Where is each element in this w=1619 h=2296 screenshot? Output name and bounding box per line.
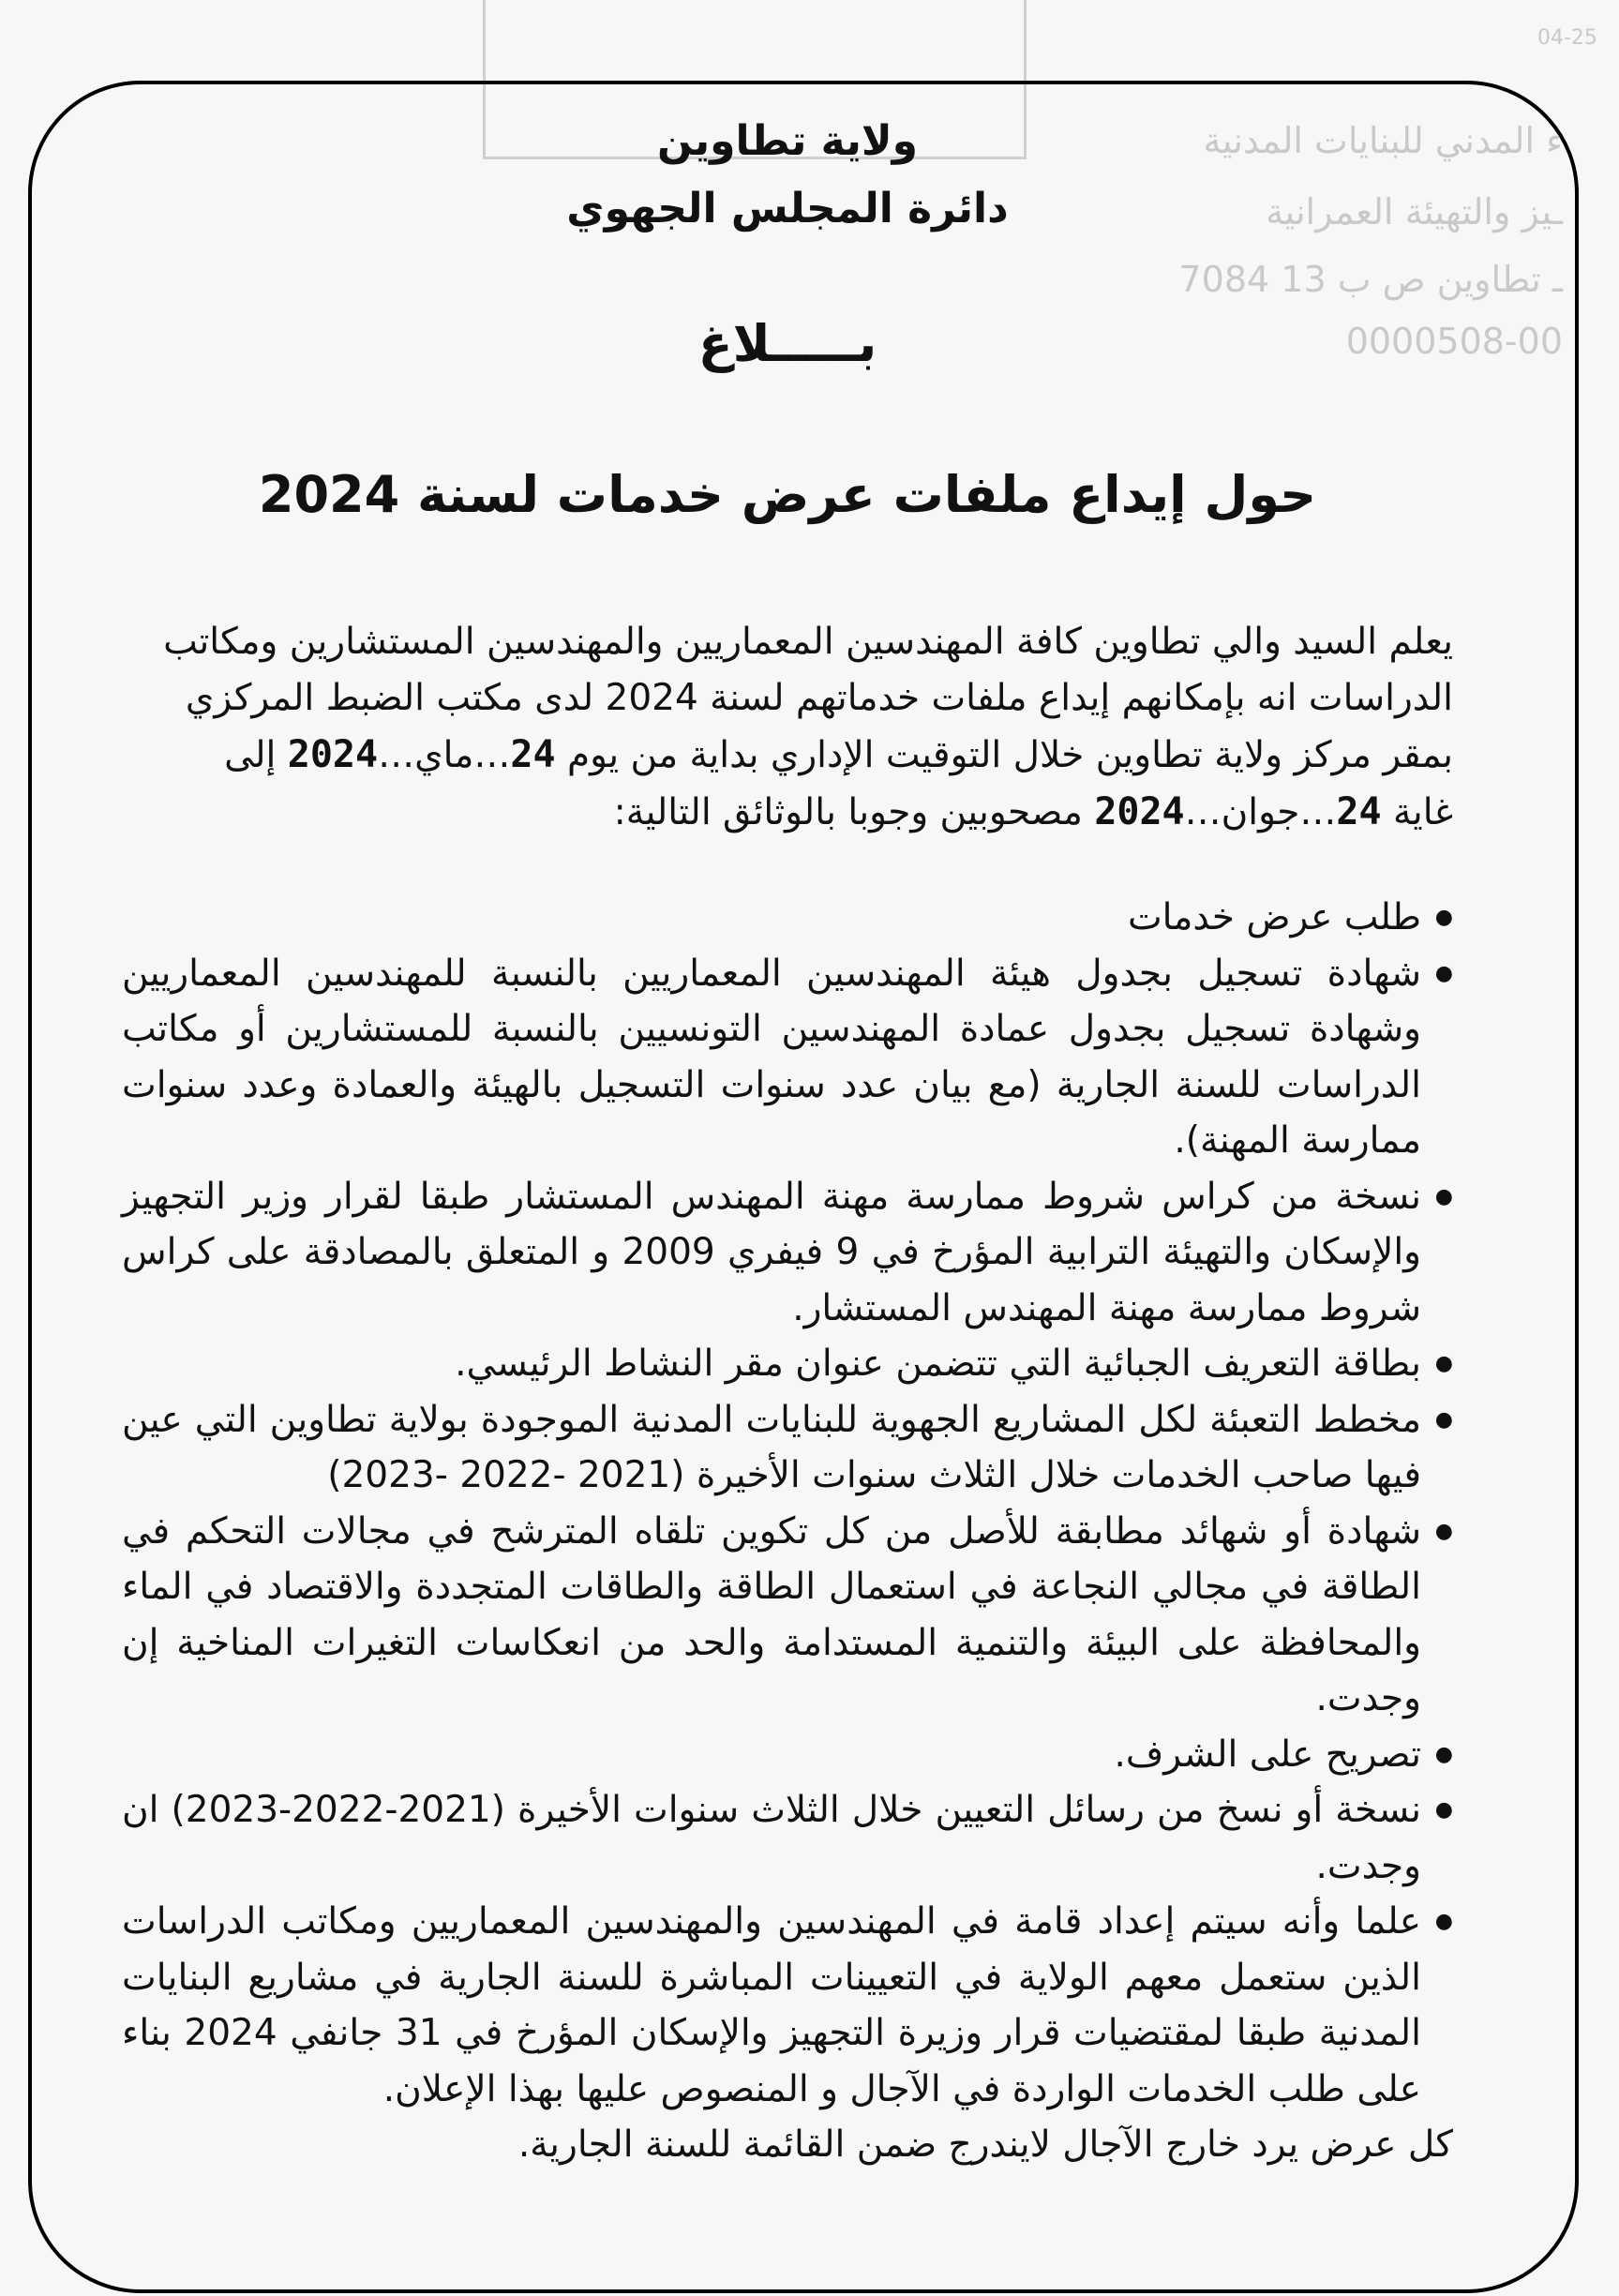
intro-line-3: بمقر مركز ولاية تطاوين خلال التوقيت الإداري بداية من يوم 24…ماي…2024 إلى (224, 733, 1453, 776)
start-day-stamp: 24 (510, 733, 556, 776)
list-item: ● علما وأنه سيتم إعداد قامة في المهندسين والمهندسين المعماريين ومكاتب الدراسات الذين ستعمل معهم الولاية في التعيينات المباشرة للسنة الجارية في مشاريع البنايات المدنية طبقا لمقتضيات قرار وزيرة التجهيز والإسكان المؤرخ في 31 جانفي 2024 بناء على طلب الخدمات الواردة في الآجال و المنصوص عليها بهذا الإعلان. (122, 1894, 1453, 2117)
bleed-line-2: ـيز والتهيئة العمرانية (1266, 191, 1563, 233)
required-documents-list (122, 890, 1453, 2117)
end-day-stamp: 24 (1336, 790, 1382, 833)
list-item: ● تصريح على الشرف. (122, 1727, 1453, 1783)
intro-line-3-prefix: بمقر مركز ولاية تطاوين خلال التوقيت الإداري بداية من يوم (566, 734, 1453, 776)
intro-line-4-suffix: مصحوبين وجوبا بالوثائق التالية: (613, 791, 1083, 833)
list-item: ● طلب عرض خدمات (122, 890, 1453, 946)
issuer-governorate: ولاية تطاوين (656, 117, 918, 165)
intro-line-1: يعلم السيد والي تطاوين كافة المهندسين المعماريين والمهندسين المستشارين ومكاتب (163, 621, 1453, 663)
intro-paragraph (122, 614, 1453, 841)
list-item: ● نسخة من كراس شروط ممارسة مهنة المهندس المستشار طبقا لقرار وزير التجهيز والإسكان والتهيئة الترابية المؤرخ في 9 فيفري 2009 و المتعلق بالمصادقة على كراس شروط ممارسة مهنة المهندس المستشار. (122, 1169, 1453, 1337)
list-item: ● بطاقة التعريف الجبائية التي تتضمن عنوان مقر النشاط الرئيسي. (122, 1336, 1453, 1392)
issuer-department: دائرة المجلس الجهوي (566, 185, 1009, 233)
start-year-stamp: 2024 (287, 733, 379, 776)
intro-line-2: الدراسات انه بإمكانهم إيداع ملفات خدماتهم لسنة 2024 لدى مكتب الضبط المركزي (185, 677, 1453, 719)
announcement-body (122, 108, 1453, 2173)
start-month: ماي (414, 734, 474, 776)
faint-stamp-date: 04-25 (1537, 26, 1597, 50)
bleed-line-4: 0000508-00 (1345, 321, 1563, 362)
end-month: جوان (1221, 791, 1300, 833)
to-word: إلى (224, 734, 277, 776)
list-item: ● نسخة أو نسخ من رسائل التعيين خلال الثلاث سنوات الأخيرة (2021-2022-2023) ان وجدت. (122, 1782, 1453, 1894)
bleed-line-1: ء المدني للبنايات المدنية (1203, 120, 1563, 161)
closing-note: كل عرض يرد خارج الآجال لايندرج ضمن القائمة للسنة الجارية. (517, 2123, 1453, 2166)
intro-line-4: غاية 24…جوان…2024 مصحوبين وجوبا بالوثائق التالية: (613, 790, 1453, 833)
list-item: ● شهادة أو شهائد مطابقة للأصل من كل تكوين تلقاه المترشح في مجالات التحكم في الطاقة في مجالي النجاعة في استعمال الطاقة والطاقات المتجددة والاقتصاد في الماء والمحافظة على البيئة والتنمية المستدامة والحد من انعكاسات التغيرات المناخية إن وجدت. (122, 1504, 1453, 1727)
notice-label: بـــــلاغ (697, 314, 877, 373)
until-word: غاية (1392, 791, 1453, 833)
subject-title: حول إيداع ملفات عرض خدمات لسنة 2024 (258, 465, 1317, 524)
list-item: ● مخطط التعبئة لكل المشاريع الجهوية للبنايات المدنية الموجودة بولاية تطاوين التي عين فيها صاحب الخدمات خلال الثلاث سنوات الأخيرة (2021 -2022 -2023) (122, 1392, 1453, 1504)
bleed-line-3: ـ تطاوين ص ب 13 7084 (1178, 259, 1563, 300)
end-year-stamp: 2024 (1094, 790, 1185, 833)
list-item: ● شهادة تسجيل بجدول هيئة المهندسين المعماريين بالنسبة للمهندسين المعماريين وشهادة تسجيل بجدول عمادة المهندسين التونسيين بالنسبة للمستشارين أو مكاتب الدراسات للسنة الجارية (مع بيان عدد سنوات التسجيل بالهيئة والعمادة وعدد سنوات ممارسة المهنة). (122, 946, 1453, 1169)
